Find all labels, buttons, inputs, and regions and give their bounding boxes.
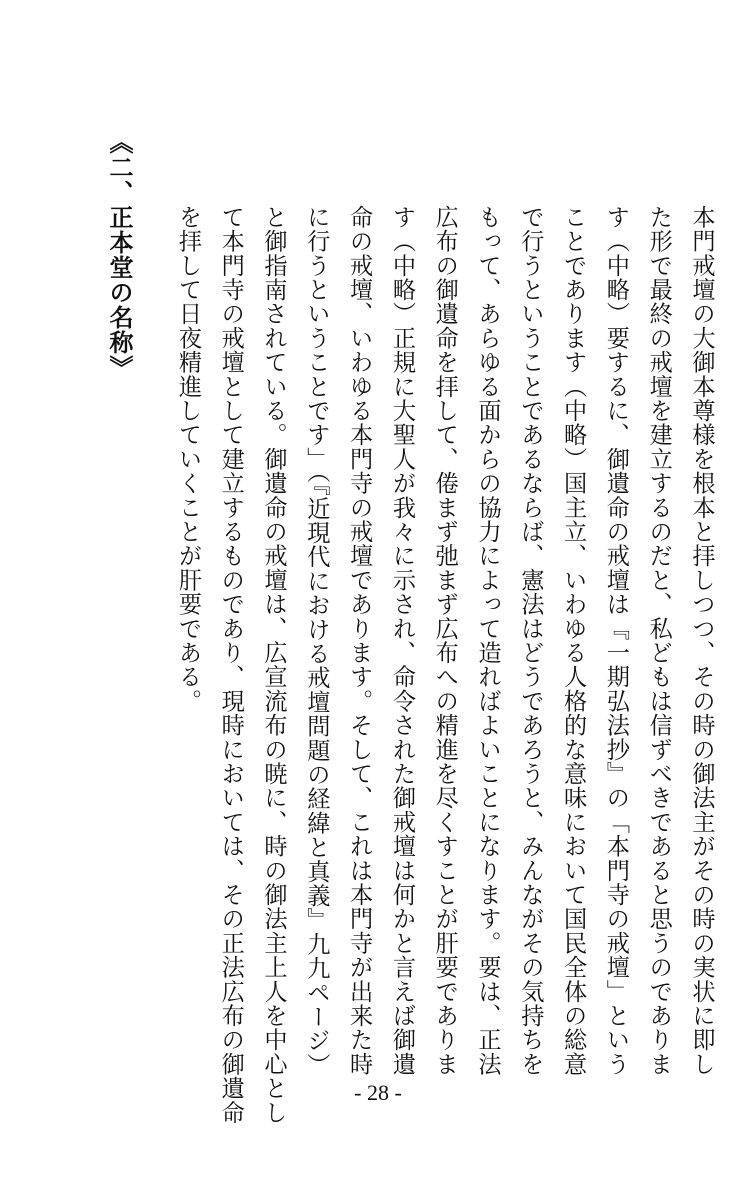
text-line-12: て本門寺の戒壇として建立するものであり、現時においては、その正法広布の御遺命 (217, 205, 245, 1125)
text-line-8: す（中略）正規に大聖人が我々に示され、命令された御戒壇は何かと言えば御遺 (388, 205, 416, 1077)
text-line-7: 広布の御遺命を拝して、倦まず弛まず広布への精進を尽くすことが肝要でありま (431, 205, 459, 1077)
text-line-5: で行うということであるならば、憲法はどうであろうと、みんながその気持ちを (516, 205, 544, 1077)
section-heading: 《二、正本堂の名称》 (105, 130, 133, 380)
text-line-6: もって、あらゆる面からの協力によって造ればよいことになります。要は、正法 (474, 205, 502, 1077)
text-line-11: と御指南されている。御遺命の戒壇は、広宣流布の暁に、時の御法主上人を中心とし (260, 205, 288, 1125)
text-line-4: ことであります（中略）国主立、いわゆる人格的な意味において国民全体の総意 (559, 205, 587, 1077)
text-line-13: を拝して日夜精進していくことが肝要である。 (174, 205, 202, 714)
text-line-2: た形で最終の戒壇を建立するのだと、私どもは信ずべきであると思うのでありま (645, 205, 673, 1077)
text-line-3: す（中略）要するに、御遺命の戒壇は『一期弘法抄』の「本門寺の戒壇」という (602, 205, 630, 1077)
text-line-10: に行うということです」（『近現代における戒壇問題の経緯と真義』九九ページ） (302, 205, 330, 1078)
text-line-9: 命の戒壇、いわゆる本門寺の戒壇であります。そして、これは本門寺が出来た時 (345, 205, 373, 1077)
text-line-1: 本門戒壇の大御本尊様を根本と拝しつつ、その時の御法主がその時の実状に即し (688, 205, 715, 1077)
page-number: - 28 - (354, 1080, 402, 1105)
